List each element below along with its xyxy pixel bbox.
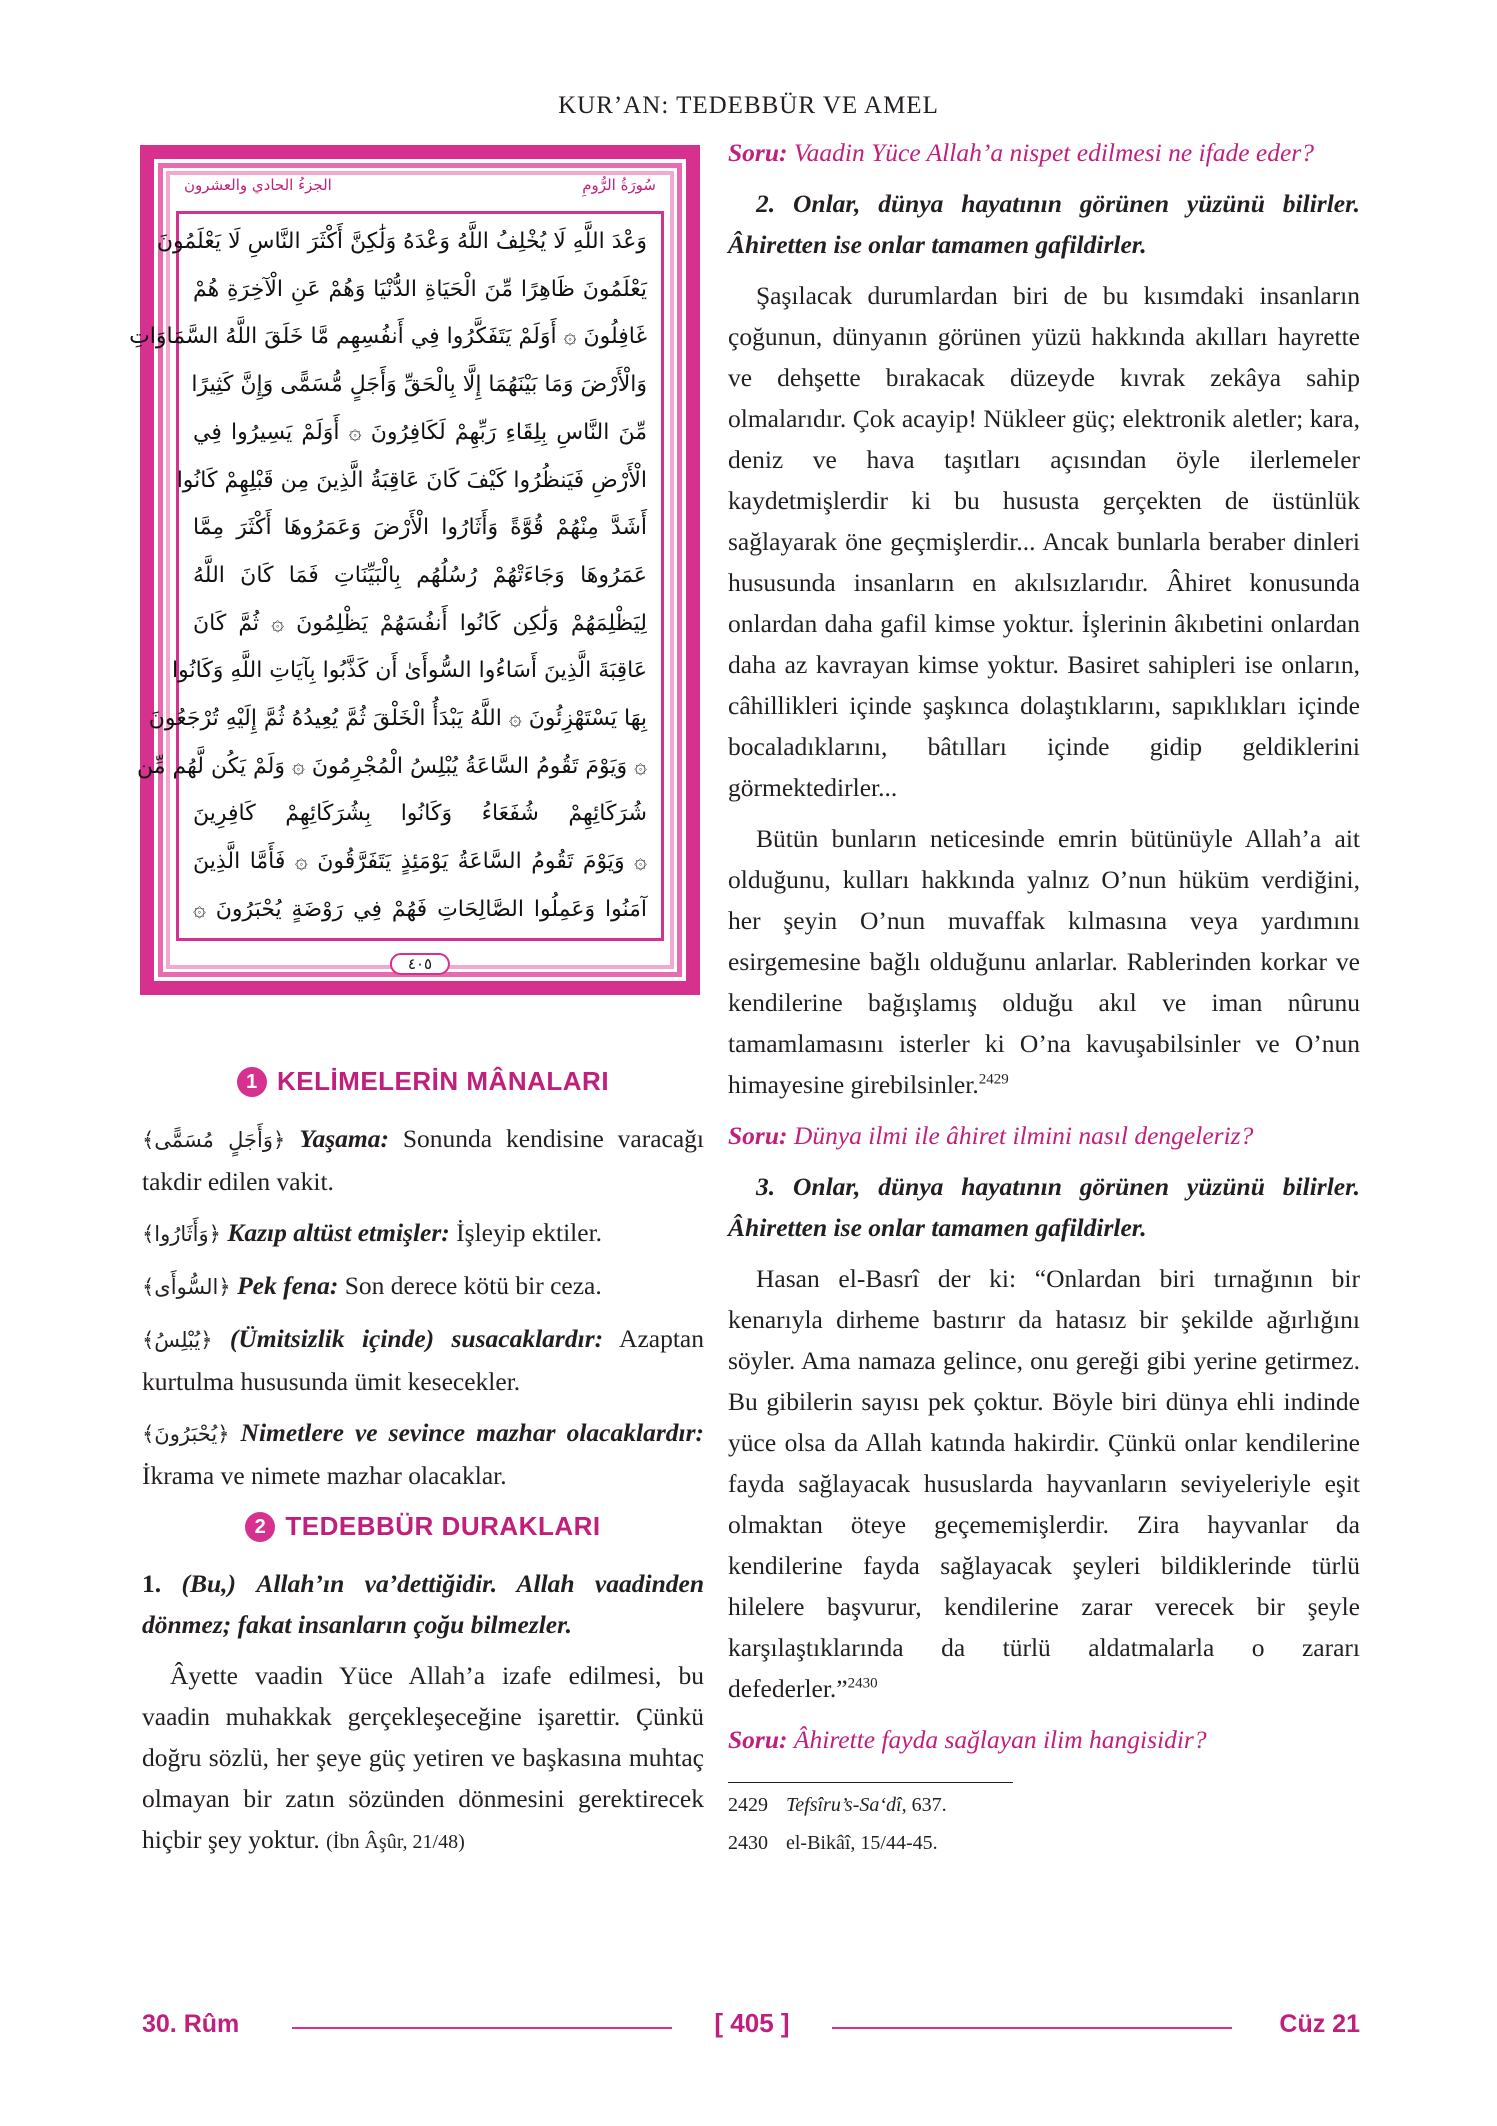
footer-sura: 30. Rûm: [142, 2010, 240, 2038]
arabic-term: ﴿وَأَجَلٍ مُسَمًّى﴾: [142, 1128, 286, 1152]
paragraph: [142, 1655, 704, 1863]
mushaf-header: [184, 171, 656, 199]
quran-line: وَعْدَ اللَّهِ لَا يُخْلِفُ اللَّهُ وَعْدَهُ وَلَٰكِنَّ أَكْثَرَ النَّاسِ لَا يَعْلَمُونَ: [156, 229, 647, 254]
point-1: [142, 1563, 704, 1645]
paragraph-text: Hasan el-Basrî der ki: “Onlardan biri tırnağının bir kenarıyla dirheme bastırır da hatasız bir şekilde ağırlığını söyler. Ama namaza gelince, onu gereği gibi yerine getirmez. Bu gibilerin sayısı pek çoktur. Böyle biri dünya ehli indinde yüce olsa da Allah katında hakirdir. Çünkü onlar kendilerine fayda sağlayacak hususlarda hayvanların seviyeleriyle eşit olmaktan öteye geçememişlerdir. Zira hayvanlar da kendilerine fayda sağlayacak şeyleri bildiklerinde türlü hilelere başvurur, kendilerine zarar verecek bir şeyle karşılaştıklarında da türlü aldatmalarla o zararı defederler.”: [728, 1264, 1360, 1703]
word-meaning-entry: [142, 1412, 704, 1496]
quran-line: الْأَرْضِ فَيَنظُرُوا كَيْفَ كَانَ عَاقِبَةُ الَّذِينَ مِن قَبْلِهِمْ كَانُوا: [176, 467, 647, 493]
mushaf-lines: [129, 222, 647, 930]
term-translation: Nimetlere ve sevince mazhar olacaklardır:: [240, 1418, 704, 1447]
term-explanation: Sonunda kendisine varacağı takdir edilen vakit.: [142, 1124, 705, 1196]
question-text: Âhirette fayda sağlayan ilim hangisidir?: [793, 1725, 1207, 1754]
arabic-term: ﴿وَأَثَارُوا﴾: [142, 1222, 221, 1246]
footer-rule-right: [832, 2027, 1232, 2029]
quran-line: وَالْأَرْضَ وَمَا بَيْنَهُمَا إِلَّا بِالْحَقِّ وَأَجَلٍ مُّسَمًّى وَإِنَّ كَثِيرًا: [191, 372, 647, 398]
section-number-badge: 2: [245, 1512, 275, 1542]
arabic-term: ﴿السُّوأَى﴾: [142, 1275, 231, 1299]
term-translation: (Ümitsizlik içinde) susacaklardır:: [229, 1324, 604, 1353]
term-explanation: Son derece kötü bir ceza.: [344, 1271, 602, 1300]
term-explanation: İkrama ve nimete mazhar olacaklar.: [142, 1461, 507, 1490]
word-meaning-entry: [142, 1118, 704, 1202]
source-reference: (İbn Âşûr, 21/48): [326, 1831, 465, 1853]
arabic-term: ﴿يُبْلِسُ﴾: [142, 1328, 213, 1352]
quran-line: أَشَدَّ مِنْهُمْ قُوَّةً وَأَثَارُوا الْأَرْضَ وَعَمَرُوهَا أَكْثَرَ مِمَّا: [193, 515, 647, 541]
quran-line: غَافِلُونَ ۞ أَوَلَمْ يَتَفَكَّرُوا فِي أَنفُسِهِم مَّا خَلَقَ اللَّهُ السَّمَاوَاتِ: [129, 324, 647, 350]
question: [728, 1115, 1360, 1156]
footnote-text: [786, 1791, 947, 1819]
footnote-source-detail: el-Bikâî, 15/44-45.: [786, 1832, 938, 1854]
quran-line: آمَنُوا وَعَمِلُوا الصَّالِحَاتِ فَهُمْ فِي رَوْضَةٍ يُحْبَرُونَ ۞: [193, 896, 647, 922]
question-label: Soru:: [728, 1725, 788, 1754]
section-heading-tedebbur: [142, 1506, 704, 1547]
mushaf-text-area: [129, 211, 664, 941]
paragraph: Şaşılacak durumlardan biri de bu kısımdaki insanların çoğunun, dünyanın görünen yüzü hakkında akılları hayrette ve dehşette bırakacak düzeyde kıvrak zekâya sahip olmalarıdır. Çok acayip! Nükleer güç; elektronik aletler; kara, deniz ve hava taşıtları açısından öyle ilerlemeler kaydetmişlerdir ki bu hususta gerçekten de üstünlük sağlayarak öne geçmişlerdir... Ancak bunlarla beraber dinleri hususunda insanların en akılsızlarıdır. Âhiret konusunda onlardan daha gafil kimse yoktur. İşlerinin âkıbetini onlardan daha az kavrayan kimse yoktur. Basiret sahipleri ise onların, câhillikleri içinde şaşkınca dolaştıklarını, sapıklıkları içinde bocaladıklarını, bâtılları içinde gidip geldiklerini görmektedirler...: [728, 281, 1360, 802]
quran-line: ۞ وَيَوْمَ تَقُومُ السَّاعَةُ يُبْلِسُ الْمُجْرِمُونَ ۞ وَلَمْ يَكُن لَّهُم مِّن: [136, 753, 647, 779]
question: [728, 132, 1360, 173]
term-translation: Yaşama:: [299, 1124, 389, 1153]
quran-line: يَعْلَمُونَ ظَاهِرًا مِّنَ الْحَيَاةِ الدُّنْيَا وَهُمْ عَنِ الْآخِرَةِ هُمْ: [193, 276, 647, 302]
quran-line: ۞ وَيَوْمَ تَقُومُ السَّاعَةُ يَوْمَئِذٍ يَتَفَرَّقُونَ ۞ فَأَمَّا الَّذِينَ: [193, 849, 647, 875]
point-2: 2. Onlar, dünya hayatının görünen yüzünü bilirler. Âhiretten ise onlar tamamen gafildirler.: [728, 189, 1360, 259]
footnote-divider: [728, 1782, 1013, 1783]
point-paren: (Bu,): [181, 1569, 237, 1598]
word-meaning-entry: [142, 1318, 704, 1402]
footnote-ref[interactable]: 2429: [978, 1071, 1009, 1088]
footnote-text: [786, 1829, 938, 1857]
term-translation: Kazıp altüst etmişler:: [227, 1218, 450, 1247]
quran-line: لِيَظْلِمَهُمْ وَلَٰكِن كَانُوا أَنفُسَهُمْ يَظْلِمُونَ ۞ ثُمَّ كَانَ: [193, 610, 647, 636]
footer-juz: Cüz 21: [1279, 2010, 1360, 2038]
paragraph-text: Bütün bunların neticesinde emrin bütünüyle Allah’a ait olduğunu, kulları hakkında yalnız O’nun hüküm verdiğini, her şeyin O’nun muvaffak kılmasına veya yardımını esirgemesine bağlı olduğunu anlarlar. Rablerinden korkar ve kendilerine bağışlamış olduğu akıl ve iman nûrunu tamamlamasını isterler ki O’na kavuşabilsinler ve O’nun himayesine girebilsinler.: [728, 824, 1360, 1099]
quran-line: شُرَكَائِهِمْ شُفَعَاءُ وَكَانُوا بِشُرَكَائِهِمْ كَافِرِينَ: [193, 801, 647, 827]
paragraph: [728, 1258, 1360, 1709]
quran-line: مِّنَ النَّاسِ بِلِقَاءِ رَبِّهِمْ لَكَافِرُونَ ۞ أَوَلَمْ يَسِيرُوا فِي: [193, 419, 647, 445]
section-title: KELİMELERİN MÂNALARI: [276, 1066, 610, 1096]
running-head: KUR’AN: TEDEBBÜR VE AMEL: [558, 92, 939, 119]
sura-name-label: سُورَةُ الرُّومِ: [582, 176, 656, 194]
footnote-number: 2429: [728, 1794, 768, 1816]
word-meaning-entry: [142, 1265, 704, 1308]
word-meaning-entry: [142, 1212, 704, 1255]
paragraph: [728, 818, 1360, 1105]
quran-line: عَمَرُوهَا وَجَاءَتْهُمْ رُسُلُهُم بِالْبَيِّنَاتِ فَمَا كَانَ اللَّهُ: [193, 562, 647, 588]
footnote-source-title: Tefsîru’s-Sa‘dî: [786, 1794, 902, 1816]
footnote-number: 2430: [728, 1832, 768, 1854]
arabic-term: ﴿يُحْبَرُونَ﴾: [142, 1422, 230, 1446]
word-meanings-list: [142, 1118, 704, 1496]
question-text: Vaadin Yüce Allah’a nispet edilmesi ne ifade eder?: [793, 138, 1314, 167]
section-title: TEDEBBÜR DURAKLARI: [285, 1511, 601, 1541]
point-text: Allah’ın va’dettiğidir. Allah vaadinden dönmez; fakat insanların çoğu bilmezler.: [142, 1569, 705, 1639]
mushaf-page-frame: [129, 145, 700, 995]
footnotes: [728, 1791, 1360, 1857]
footnote: [728, 1829, 1360, 1857]
term-explanation: İşleyip ektiler.: [456, 1218, 603, 1247]
footer-page-number: [ 405 ]: [714, 2008, 790, 2038]
point-3: 3. Onlar, dünya hayatının görünen yüzünü bilirler. Âhiretten ise onlar tamamen gafildirler.: [728, 1172, 1360, 1242]
footnote-source-detail: , 637.: [901, 1794, 947, 1816]
question-label: Soru:: [728, 138, 788, 167]
point-number: 1.: [142, 1569, 162, 1598]
section-heading-meanings: [142, 1061, 704, 1102]
footer-rule-left: [292, 2027, 672, 2029]
page-footer: [142, 2010, 1360, 2046]
question-text: Dünya ilmi ile âhiret ilmini nasıl dengeleriz?: [793, 1121, 1254, 1150]
footnote: [728, 1791, 1360, 1819]
footnote-ref[interactable]: 2430: [847, 1675, 878, 1692]
right-column: [728, 132, 1360, 1867]
juz-label: الجزءُ الحادي والعشرون: [184, 176, 332, 194]
term-explanation: Azaptan kurtulma hususunda ümit kesecekler.: [142, 1324, 704, 1396]
quran-line: عَاقِبَةَ الَّذِينَ أَسَاءُوا السُّوأَىٰ أَن كَذَّبُوا بِآيَاتِ اللَّهِ وَكَانُوا: [172, 658, 647, 684]
question: [728, 1719, 1360, 1760]
question-label: Soru:: [728, 1121, 788, 1150]
left-column: [142, 1055, 704, 1873]
quran-line: بِهَا يَسْتَهْزِئُونَ ۞ اللَّهُ يَبْدَأُ الْخَلْقَ ثُمَّ يُعِيدُهُ ثُمَّ إِلَيْهِ تُرْجَعُونَ: [148, 706, 647, 732]
paragraph-text: Âyette vaadin Yüce Allah’a izafe edilmesi, bu vaadin muhakkak gerçekleşeceğine işarettir. Çünkü doğru sözlü, her şeye güç yetiren ve başkasına muhtaç olmayan bir zatın sözünden dönmesini gerektirecek hiçbir şey yoktur.: [142, 1661, 704, 1854]
section-number-badge: 1: [237, 1067, 267, 1097]
mushaf-page-number: ٤٠٥: [390, 953, 450, 975]
term-translation: Pek fena:: [237, 1271, 339, 1300]
